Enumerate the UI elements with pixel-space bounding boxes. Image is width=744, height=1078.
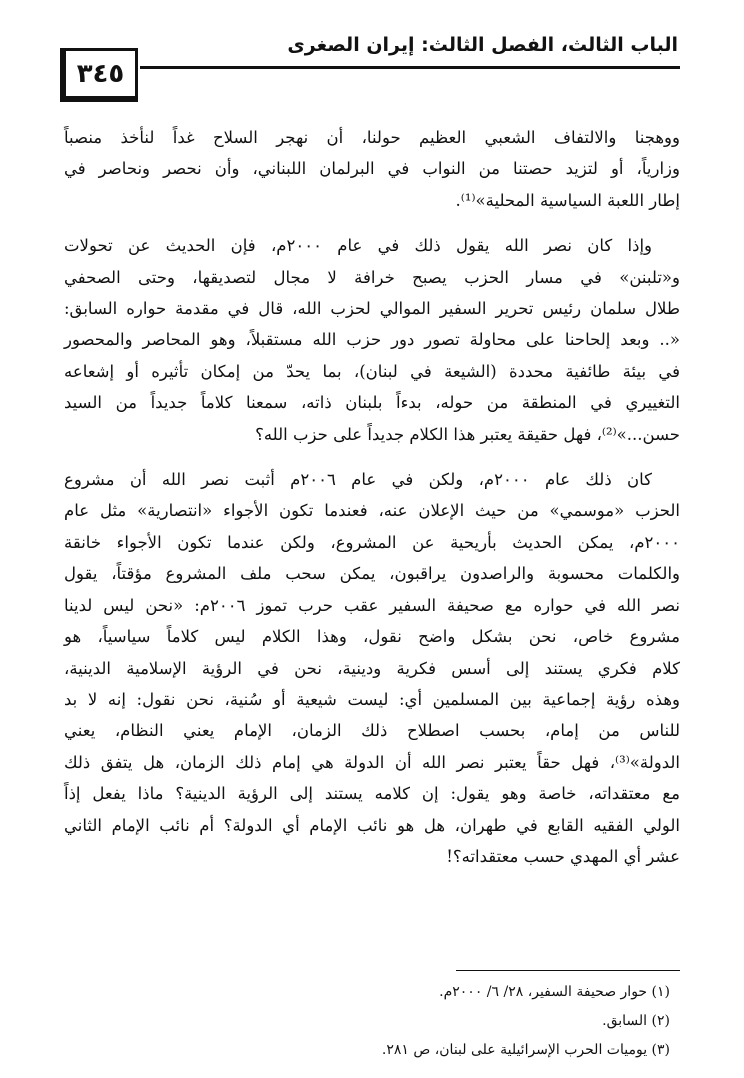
footnote-2: (٢) السابق.: [602, 1013, 670, 1029]
text-line: و«تلبنن» في مسار الحزب يصبح خرافة لا مجال لتصديقها، وحتى الصحفي: [64, 267, 680, 287]
footnote-3: (٣) يوميات الحرب الإسرائيلية على لبنان، ص ٢٨١.: [381, 1042, 670, 1058]
page-number: ٣٤٥: [60, 48, 138, 102]
text-line: مشروع خاص، نحن بشكل واضح نقول، وهذا الكلام ليس كلاماً سياسياً، هو: [64, 627, 680, 647]
text-line: الدولة»⁽³⁾، فهل حقاً يعتبر نصر الله أن الدولة هي إمام ذلك الزمان، هل يتفق ذلك: [64, 752, 680, 772]
text-line: في بيئة طائفية محددة (الشيعة في لبنان)، بما يحدّ من إمكان تأثيره أو إشعاعه: [64, 361, 680, 381]
text-line: وهذه رؤية إجماعية بين المسلمين أي: ليست شيعية أو سُنية، نحن نقول: إنه لا بد: [64, 689, 680, 709]
text-line: ٢٠٠٠م، يمكن الحديث بأريحية عن المشروع، ولكن عندما تكون الأجواء خانقة: [64, 532, 680, 552]
page-header: [0, 0, 744, 120]
text-line: طلال سلمان رئيس تحرير السفير الموالي لحزب الله، قال في مقدمة حواره السابق:: [64, 299, 680, 319]
text-line: نصر الله في حواره مع صحيفة السفير عقب حرب تموز ٢٠٠٦م: «نحن ليس لدينا: [64, 595, 680, 615]
text-line: الحزب «موسمي» من حيث الإعلان عنه، فعندما تكون الأجواء «انتصارية» مثل عام: [64, 501, 680, 521]
running-head: الباب الثالث، الفصل الثالث: إيران الصغرى: [287, 34, 678, 56]
text-line: وزارياً، أو لتزيد حصتنا من النواب في البرلمان اللبناني، وأن نحصر ونحاصر في: [64, 159, 680, 179]
text-line: التغييري في المنطقة من حوله، بدءاً بلبنان ذاته، سمعنا كلاماً جديداً من السيد: [64, 393, 680, 413]
text-line: «.. وبعد إلحاحنا على محاولة تصور دور حزب الله مستقبلاً، وهو المحاصر والمحصور: [64, 330, 680, 350]
text-line: إطار اللعبة السياسية المحلية»⁽¹⁾.: [455, 190, 680, 210]
footnote-separator: [456, 970, 680, 971]
text-line: الولي الفقيه القابع في طهران، هل هو نائب الإمام أي الدولة؟ أم نائب الإمام الثاني: [64, 815, 680, 835]
footnote-1: (١) حوار صحيفة السفير، ٢٨/ ٦/ ٢٠٠٠م.: [439, 984, 670, 1000]
text-line: كان ذلك عام ٢٠٠٠م، ولكن في عام ٢٠٠٦م أثبت نصر الله أن مشروع: [64, 470, 653, 490]
text-line: والكلمات محسوبة والراصدون يراقبون، يمكن سحب ملف المشروع مؤقتاً، يقول: [64, 564, 680, 584]
footnotes: [64, 978, 670, 1065]
body-text: [64, 122, 680, 886]
text-line: وإذا كان نصر الله يقول ذلك في عام ٢٠٠٠م، فإن الحديث عن تحولات: [64, 236, 652, 256]
text-line: عشر أي المهدي حسب معتقداته؟!: [446, 846, 680, 866]
paragraph-2: [64, 230, 680, 450]
text-line: حسن...»⁽²⁾، فهل حقيقة يعتبر هذا الكلام جديداً على حزب الله؟: [255, 424, 680, 444]
text-line: مع معتقداته، خاصة وهو يقول: إن كلامه يستند إلى الرؤية الدينية؟ ماذا يفعل إذاً: [64, 784, 680, 804]
text-line: كلام فكري يستند إلى أسس فكرية ودينية، نحن في الرؤية الإسلامية الدينية،: [64, 658, 680, 678]
text-line: للناس من إمام، بحسب اصطلاح ذلك الزمان، الإمام يعني النظام، يعني: [64, 721, 680, 741]
header-rule: [140, 66, 680, 69]
paragraph-3: [64, 464, 680, 872]
text-line: ووهجنا والالتفاف الشعبي العظيم حولنا، أن نهجر السلاح غداً لنأخذ منصباً: [64, 128, 680, 147]
paragraph-1: [64, 122, 680, 216]
